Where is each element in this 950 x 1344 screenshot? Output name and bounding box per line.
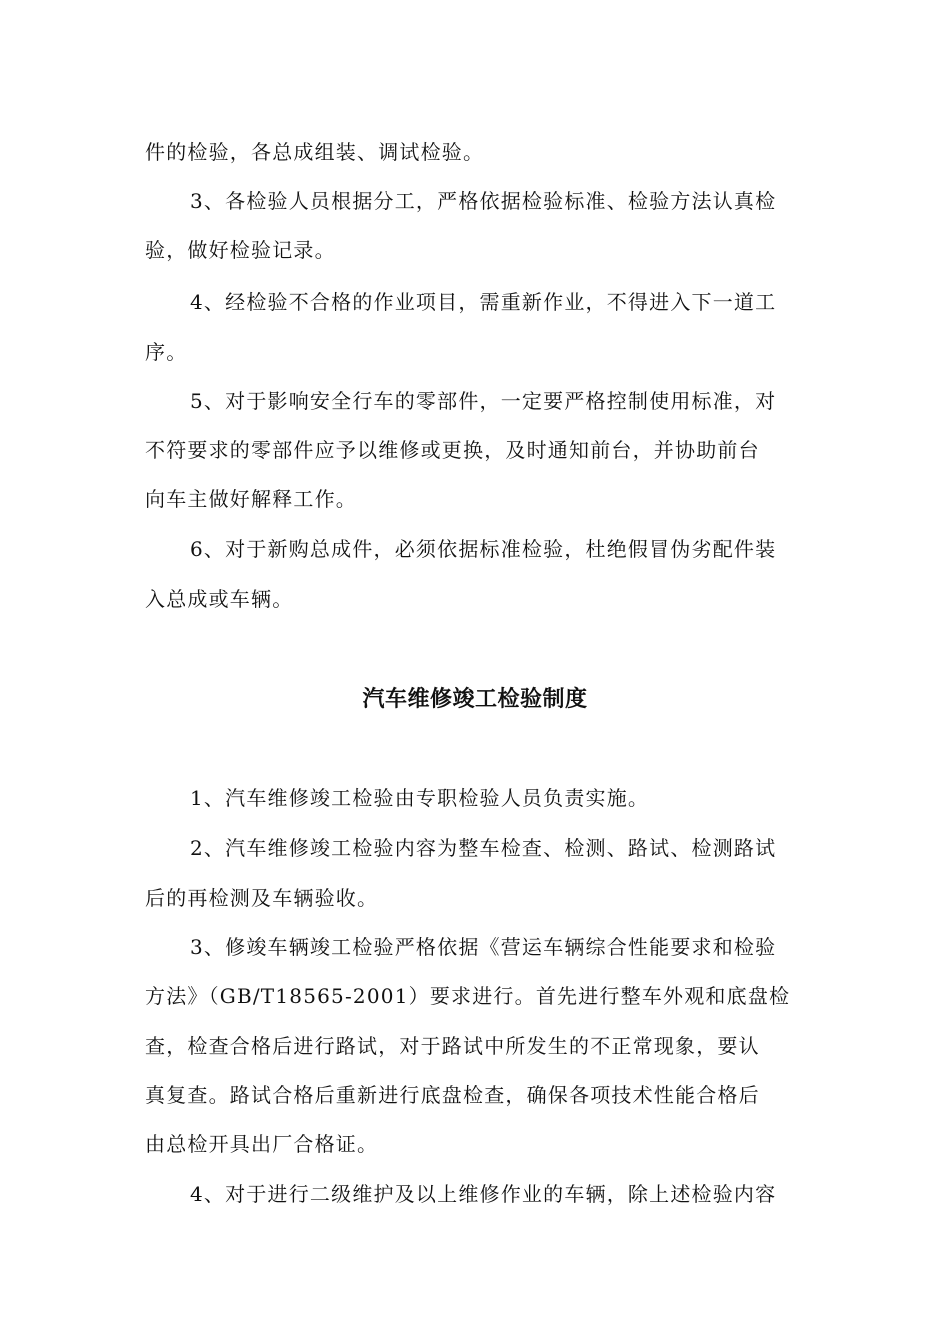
paragraph-line: 不符要求的零部件应予以维修或更换，及时通知前台，并协助前台 xyxy=(145,438,760,462)
paragraph-line: 序。 xyxy=(145,340,188,364)
paragraph-line: 3、各检验人员根据分工，严格依据检验标准、检验方法认真检 xyxy=(190,189,777,213)
paragraph-line: 向车主做好解释工作。 xyxy=(145,487,357,511)
paragraph-line: 3、修竣车辆竣工检验严格依据《营运车辆综合性能要求和检验 xyxy=(190,935,777,959)
paragraph-line: 1、汽车维修竣工检验由专职检验人员负责实施。 xyxy=(190,786,650,810)
paragraph-line: 由总检开具出厂合格证。 xyxy=(145,1132,379,1156)
paragraph-line: 后的再检测及车辆验收。 xyxy=(145,886,379,910)
paragraph-line: 方法》（GB/T18565-2001）要求进行。首先进行整车外观和底盘检 xyxy=(145,984,791,1008)
paragraph-line: 2、汽车维修竣工检验内容为整车检查、检测、路试、检测路试 xyxy=(190,836,777,860)
paragraph-line: 6、对于新购总成件，必须依据标准检验，杜绝假冒伪劣配件装 xyxy=(190,537,777,561)
paragraph-line: 件的检验，各总成组装、调试检验。 xyxy=(145,140,485,164)
paragraph-line: 查，检查合格后进行路试，对于路试中所发生的不正常现象，要认 xyxy=(145,1034,760,1058)
paragraph-line: 验，做好检验记录。 xyxy=(145,238,336,262)
paragraph-line: 4、对于进行二级维护及以上维修作业的车辆，除上述检验内容 xyxy=(190,1182,777,1206)
paragraph-line: 4、经检验不合格的作业项目，需重新作业，不得进入下一道工 xyxy=(190,290,777,314)
paragraph-line: 真复查。路试合格后重新进行底盘检查，确保各项技术性能合格后 xyxy=(145,1083,760,1107)
paragraph-line: 入总成或车辆。 xyxy=(145,587,294,611)
paragraph-line: 5、对于影响安全行车的零部件，一定要严格控制使用标准，对 xyxy=(190,389,777,413)
section-title: 汽车维修竣工检验制度 xyxy=(362,687,588,712)
